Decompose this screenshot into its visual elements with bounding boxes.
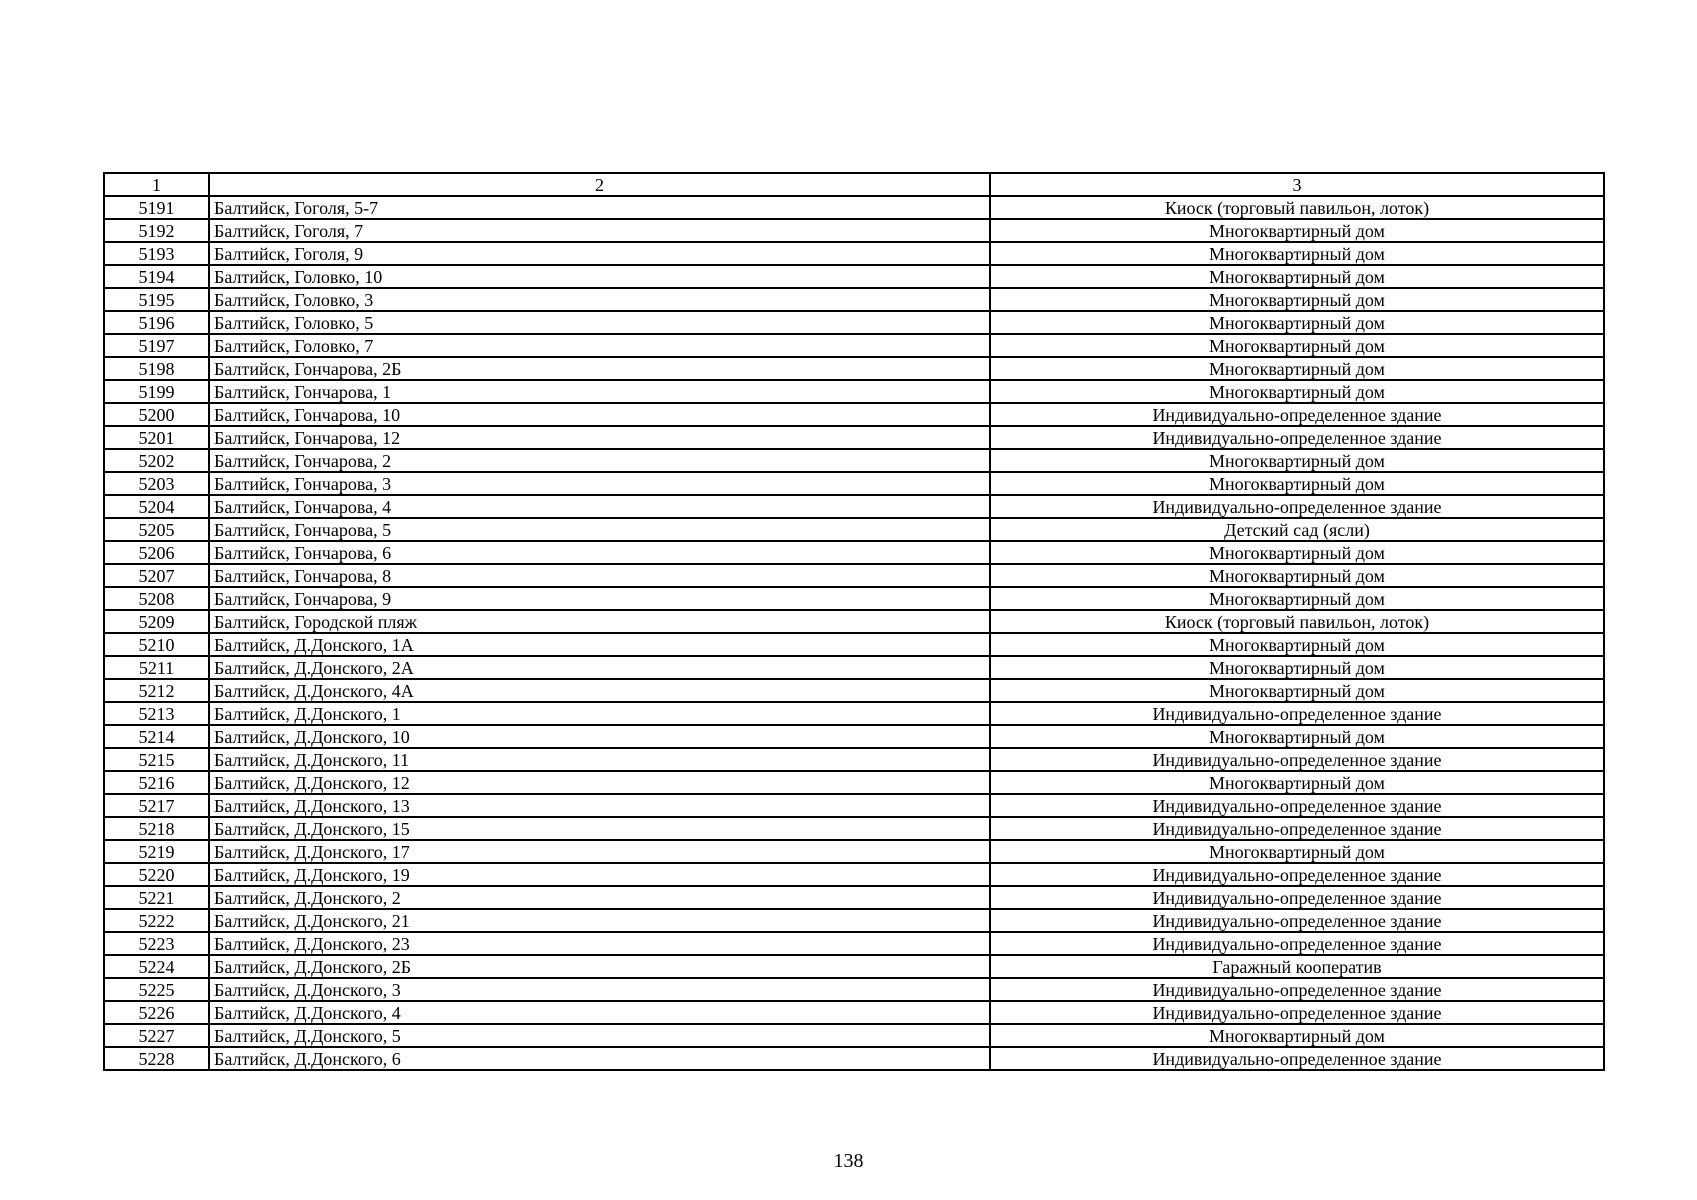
address-cell: Балтийск, Д.Донского, 4А (209, 679, 990, 702)
address-cell: Балтийск, Д.Донского, 15 (209, 817, 990, 840)
object-type-cell: Киоск (торговый павильон, лоток) (990, 196, 1604, 219)
object-type-cell: Многоквартирный дом (990, 472, 1604, 495)
row-number-cell: 5211 (104, 656, 209, 679)
row-number-cell: 5219 (104, 840, 209, 863)
address-cell: Балтийск, Гоголя, 7 (209, 219, 990, 242)
table-row (104, 955, 1604, 978)
address-cell: Балтийск, Д.Донского, 1А (209, 633, 990, 656)
row-number-cell: 5225 (104, 978, 209, 1001)
table-row (104, 1001, 1604, 1024)
row-number-cell: 5216 (104, 771, 209, 794)
address-cell: Балтийск, Д.Донского, 12 (209, 771, 990, 794)
address-cell: Балтийск, Д.Донского, 2А (209, 656, 990, 679)
object-type-cell: Многоквартирный дом (990, 587, 1604, 610)
address-cell: Балтийск, Д.Донского, 3 (209, 978, 990, 1001)
table-row (104, 357, 1604, 380)
address-cell: Балтийск, Д.Донского, 13 (209, 794, 990, 817)
table-row (104, 472, 1604, 495)
table-row (104, 978, 1604, 1001)
address-cell: Балтийск, Д.Донского, 11 (209, 748, 990, 771)
table-row (104, 495, 1604, 518)
property-register-table (103, 172, 1605, 1071)
address-cell: Балтийск, Гончарова, 2Б (209, 357, 990, 380)
table-row (104, 265, 1604, 288)
address-cell: Балтийск, Головко, 5 (209, 311, 990, 334)
object-type-cell: Индивидуально-определенное здание (990, 794, 1604, 817)
object-type-cell: Индивидуально-определенное здание (990, 909, 1604, 932)
table-row (104, 564, 1604, 587)
row-number-cell: 5199 (104, 380, 209, 403)
address-cell: Балтийск, Головко, 7 (209, 334, 990, 357)
object-type-cell: Индивидуально-определенное здание (990, 863, 1604, 886)
table-row (104, 725, 1604, 748)
row-number-cell: 5209 (104, 610, 209, 633)
object-type-cell: Индивидуально-определенное здание (990, 1001, 1604, 1024)
object-type-cell: Многоквартирный дом (990, 288, 1604, 311)
table-row (104, 748, 1604, 771)
table-row (104, 679, 1604, 702)
table-row (104, 380, 1604, 403)
object-type-cell: Детский сад (ясли) (990, 518, 1604, 541)
address-cell: Балтийск, Д.Донского, 2Б (209, 955, 990, 978)
row-number-cell: 5217 (104, 794, 209, 817)
row-number-cell: 5206 (104, 541, 209, 564)
object-type-cell: Многоквартирный дом (990, 541, 1604, 564)
page-number: 138 (833, 1150, 864, 1172)
header-col-3: 3 (990, 173, 1604, 196)
object-type-cell: Многоквартирный дом (990, 219, 1604, 242)
object-type-cell: Многоквартирный дом (990, 564, 1604, 587)
address-cell: Балтийск, Д.Донского, 2 (209, 886, 990, 909)
object-type-cell: Многоквартирный дом (990, 771, 1604, 794)
table-row (104, 587, 1604, 610)
row-number-cell: 5202 (104, 449, 209, 472)
address-cell: Балтийск, Гончарова, 2 (209, 449, 990, 472)
table-row (104, 311, 1604, 334)
object-type-cell: Индивидуально-определенное здание (990, 495, 1604, 518)
table-row (104, 196, 1604, 219)
address-cell: Балтийск, Городской пляж (209, 610, 990, 633)
row-number-cell: 5214 (104, 725, 209, 748)
table-row (104, 1024, 1604, 1047)
row-number-cell: 5224 (104, 955, 209, 978)
table-row (104, 794, 1604, 817)
address-cell: Балтийск, Гончарова, 9 (209, 587, 990, 610)
row-number-cell: 5222 (104, 909, 209, 932)
object-type-cell: Индивидуально-определенное здание (990, 426, 1604, 449)
object-type-cell: Многоквартирный дом (990, 656, 1604, 679)
object-type-cell: Многоквартирный дом (990, 725, 1604, 748)
row-number-cell: 5203 (104, 472, 209, 495)
address-cell: Балтийск, Д.Донского, 4 (209, 1001, 990, 1024)
row-number-cell: 5220 (104, 863, 209, 886)
address-cell: Балтийск, Гончарова, 10 (209, 403, 990, 426)
row-number-cell: 5227 (104, 1024, 209, 1047)
address-cell: Балтийск, Головко, 3 (209, 288, 990, 311)
table-row (104, 1047, 1604, 1070)
row-number-cell: 5228 (104, 1047, 209, 1070)
address-cell: Балтийск, Д.Донского, 10 (209, 725, 990, 748)
object-type-cell: Индивидуально-определенное здание (990, 748, 1604, 771)
row-number-cell: 5200 (104, 403, 209, 426)
row-number-cell: 5198 (104, 357, 209, 380)
table-row (104, 610, 1604, 633)
object-type-cell: Гаражный кооператив (990, 955, 1604, 978)
table-row (104, 219, 1604, 242)
table-row (104, 518, 1604, 541)
address-cell: Балтийск, Д.Донского, 5 (209, 1024, 990, 1047)
object-type-cell: Многоквартирный дом (990, 380, 1604, 403)
address-cell: Балтийск, Гоголя, 5-7 (209, 196, 990, 219)
address-cell: Балтийск, Д.Донского, 19 (209, 863, 990, 886)
table-row (104, 426, 1604, 449)
object-type-cell: Многоквартирный дом (990, 242, 1604, 265)
row-number-cell: 5193 (104, 242, 209, 265)
address-cell: Балтийск, Гончарова, 1 (209, 380, 990, 403)
address-cell: Балтийск, Гончарова, 6 (209, 541, 990, 564)
header-col-1: 1 (104, 173, 209, 196)
address-cell: Балтийск, Д.Донского, 17 (209, 840, 990, 863)
object-type-cell: Многоквартирный дом (990, 679, 1604, 702)
object-type-cell: Многоквартирный дом (990, 357, 1604, 380)
row-number-cell: 5215 (104, 748, 209, 771)
address-cell: Балтийск, Гоголя, 9 (209, 242, 990, 265)
table-row (104, 334, 1604, 357)
table-row (104, 771, 1604, 794)
header-col-2: 2 (209, 173, 990, 196)
address-cell: Балтийск, Д.Донского, 21 (209, 909, 990, 932)
object-type-cell: Многоквартирный дом (990, 449, 1604, 472)
row-number-cell: 5210 (104, 633, 209, 656)
row-number-cell: 5196 (104, 311, 209, 334)
address-cell: Балтийск, Гончарова, 8 (209, 564, 990, 587)
table-row (104, 633, 1604, 656)
object-type-cell: Многоквартирный дом (990, 311, 1604, 334)
address-cell: Балтийск, Гончарова, 5 (209, 518, 990, 541)
object-type-cell: Индивидуально-определенное здание (990, 932, 1604, 955)
row-number-cell: 5223 (104, 932, 209, 955)
table-row (104, 702, 1604, 725)
row-number-cell: 5195 (104, 288, 209, 311)
object-type-cell: Индивидуально-определенное здание (990, 886, 1604, 909)
object-type-cell: Индивидуально-определенное здание (990, 978, 1604, 1001)
row-number-cell: 5208 (104, 587, 209, 610)
table-row (104, 863, 1604, 886)
row-number-cell: 5205 (104, 518, 209, 541)
row-number-cell: 5212 (104, 679, 209, 702)
object-type-cell: Многоквартирный дом (990, 334, 1604, 357)
address-cell: Балтийск, Д.Донского, 6 (209, 1047, 990, 1070)
object-type-cell: Многоквартирный дом (990, 633, 1604, 656)
object-type-cell: Киоск (торговый павильон, лоток) (990, 610, 1604, 633)
object-type-cell: Индивидуально-определенное здание (990, 1047, 1604, 1070)
row-number-cell: 5201 (104, 426, 209, 449)
table-row (104, 840, 1604, 863)
object-type-cell: Индивидуально-определенное здание (990, 403, 1604, 426)
address-cell: Балтийск, Гончарова, 4 (209, 495, 990, 518)
table-row (104, 817, 1604, 840)
object-type-cell: Индивидуально-определенное здание (990, 817, 1604, 840)
row-number-cell: 5218 (104, 817, 209, 840)
row-number-cell: 5207 (104, 564, 209, 587)
object-type-cell: Индивидуально-определенное здание (990, 702, 1604, 725)
row-number-cell: 5192 (104, 219, 209, 242)
address-cell: Балтийск, Гончарова, 3 (209, 472, 990, 495)
object-type-cell: Многоквартирный дом (990, 840, 1604, 863)
address-cell: Балтийск, Д.Донского, 1 (209, 702, 990, 725)
table-row (104, 909, 1604, 932)
row-number-cell: 5221 (104, 886, 209, 909)
row-number-cell: 5213 (104, 702, 209, 725)
object-type-cell: Многоквартирный дом (990, 265, 1604, 288)
table-header-row (104, 173, 1604, 196)
address-cell: Балтийск, Головко, 10 (209, 265, 990, 288)
row-number-cell: 5197 (104, 334, 209, 357)
table-body (104, 196, 1604, 1070)
object-type-cell: Многоквартирный дом (990, 1024, 1604, 1047)
row-number-cell: 5191 (104, 196, 209, 219)
address-cell: Балтийск, Гончарова, 12 (209, 426, 990, 449)
table-row (104, 656, 1604, 679)
table-row (104, 288, 1604, 311)
row-number-cell: 5226 (104, 1001, 209, 1024)
row-number-cell: 5204 (104, 495, 209, 518)
table-row (104, 403, 1604, 426)
table-row (104, 886, 1604, 909)
row-number-cell: 5194 (104, 265, 209, 288)
table-row (104, 449, 1604, 472)
table-row (104, 932, 1604, 955)
table-row (104, 541, 1604, 564)
address-cell: Балтийск, Д.Донского, 23 (209, 932, 990, 955)
table-row (104, 242, 1604, 265)
